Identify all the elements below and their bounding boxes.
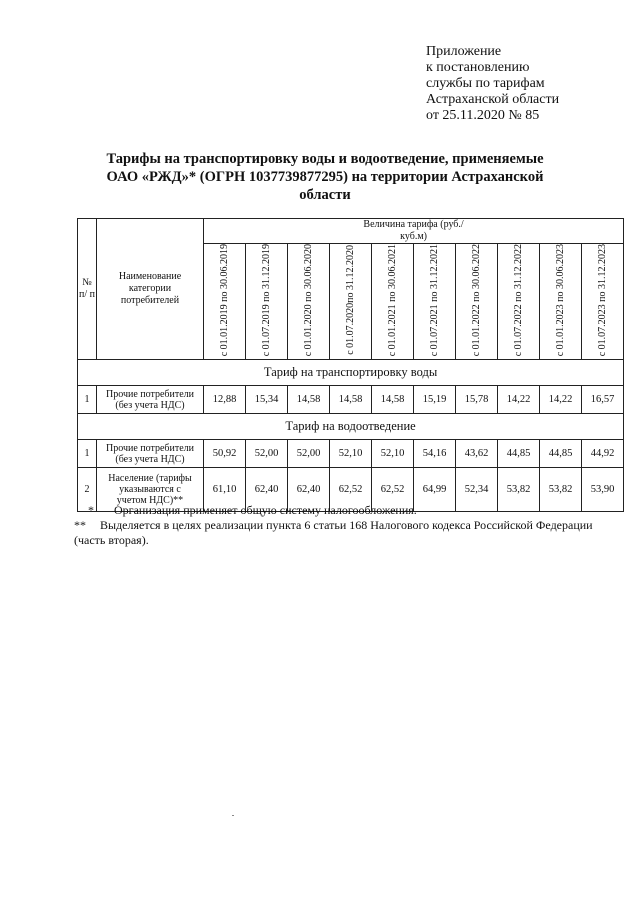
period-header: с 01.01.2019 по 30.06.2019: [204, 244, 246, 360]
period-header: с 01.01.2023 по 30.06.2023: [540, 244, 582, 360]
header-number: № п/ п: [78, 219, 97, 360]
title-line: области: [299, 187, 351, 203]
period-header: с 01.07.2023 по 31.12.2023: [582, 244, 624, 360]
tariff-cell: 14,58: [330, 386, 372, 414]
footnote-text: Выделяется в целях реализации пункта 6 статьи 168 Налогового кодекса Российской Федерации (часть вторая).: [74, 518, 593, 547]
period-header: с 01.07.2020по 31.12.2020: [330, 244, 372, 360]
footnote: [88, 503, 618, 518]
section-title-wastewater: Тариф на водоотведение: [78, 414, 624, 440]
tariff-cell: 52,00: [246, 440, 288, 468]
appendix-line: от 25.11.2020 № 85: [426, 108, 540, 123]
appendix-line: службы по тарифам: [426, 76, 545, 91]
tariff-cell: 44,85: [540, 440, 582, 468]
row-number: 1: [78, 386, 97, 414]
tariff-cell: 53,90: [582, 468, 624, 512]
tariff-cell: 15,34: [246, 386, 288, 414]
section-title-transport: Тариф на транспортировку воды: [78, 360, 624, 386]
scan-speck: [232, 815, 234, 816]
period-header: с 01.01.2021 по 30.06.2021: [372, 244, 414, 360]
footnotes: [74, 503, 618, 548]
header-category: Наименование категории потребителей: [97, 219, 204, 360]
tariff-cell: 64,99: [414, 468, 456, 512]
tariff-cell: 16,57: [582, 386, 624, 414]
tariff-cell: 53,82: [540, 468, 582, 512]
tariff-cell: 62,52: [330, 468, 372, 512]
header-tariff-value: Величина тарифа (руб./куб.м): [204, 219, 624, 244]
period-header: с 01.01.2022 по 30.06.2022: [456, 244, 498, 360]
footnote: [74, 518, 618, 548]
period-header: с 01.07.2019 по 31.12.2019: [246, 244, 288, 360]
period-header: с 01.07.2021 по 31.12.2021: [414, 244, 456, 360]
tariff-cell: 15,78: [456, 386, 498, 414]
appendix-line: Астраханской области: [426, 92, 560, 107]
section-row: [78, 414, 624, 440]
tariff-table: [77, 218, 624, 512]
table-row: [78, 386, 624, 414]
footnote-mark: **: [74, 518, 86, 532]
tariff-cell: 14,22: [498, 386, 540, 414]
title-line: ОАО «РЖД»* (ОГРН 1037739877295) на территории Астраханской: [106, 169, 544, 185]
tariff-cell: 52,34: [456, 468, 498, 512]
tariff-cell: 14,58: [288, 386, 330, 414]
tariff-cell: 43,62: [456, 440, 498, 468]
tariff-cell: 53,82: [498, 468, 540, 512]
appendix-line: к постановлению: [426, 60, 530, 75]
row-number: 1: [78, 440, 97, 468]
period-header: с 01.01.2020 по 30.06.2020: [288, 244, 330, 360]
tariff-cell: 52,00: [288, 440, 330, 468]
tariff-cell: 14,22: [540, 386, 582, 414]
row-category: Прочие потребители (без учета НДС): [97, 440, 204, 468]
row-category: Прочие потребители (без учета НДС): [97, 386, 204, 414]
tariff-cell: 54,16: [414, 440, 456, 468]
title-line: Тарифы на транспортировку воды и водоотведение, применяемые: [106, 151, 544, 167]
document-title: [60, 150, 590, 204]
table-row: [78, 440, 624, 468]
tariff-cell: 44,85: [498, 440, 540, 468]
tariff-cell: 52,10: [372, 440, 414, 468]
tariff-cell: 52,10: [330, 440, 372, 468]
tariff-cell: 62,40: [246, 468, 288, 512]
tariff-cell: 15,19: [414, 386, 456, 414]
tariff-cell: 61,10: [204, 468, 246, 512]
row-category: Население (тарифы указываются с учетом НДС)**: [97, 468, 204, 512]
tariff-cell: 62,52: [372, 468, 414, 512]
tariff-cell: 12,88: [204, 386, 246, 414]
section-row: [78, 360, 624, 386]
footnote-mark: *: [88, 503, 94, 517]
tariff-cell: 14,58: [372, 386, 414, 414]
tariff-cell: 44,92: [582, 440, 624, 468]
footnote-text: Организация применяет общую систему налогообложения.: [114, 503, 417, 517]
tariff-cell: 50,92: [204, 440, 246, 468]
period-header: с 01.07.2022 по 31.12.2022: [498, 244, 540, 360]
row-number: 2: [78, 468, 97, 512]
appendix-block: [426, 44, 626, 124]
tariff-cell: 62,40: [288, 468, 330, 512]
appendix-line: Приложение: [426, 44, 502, 59]
